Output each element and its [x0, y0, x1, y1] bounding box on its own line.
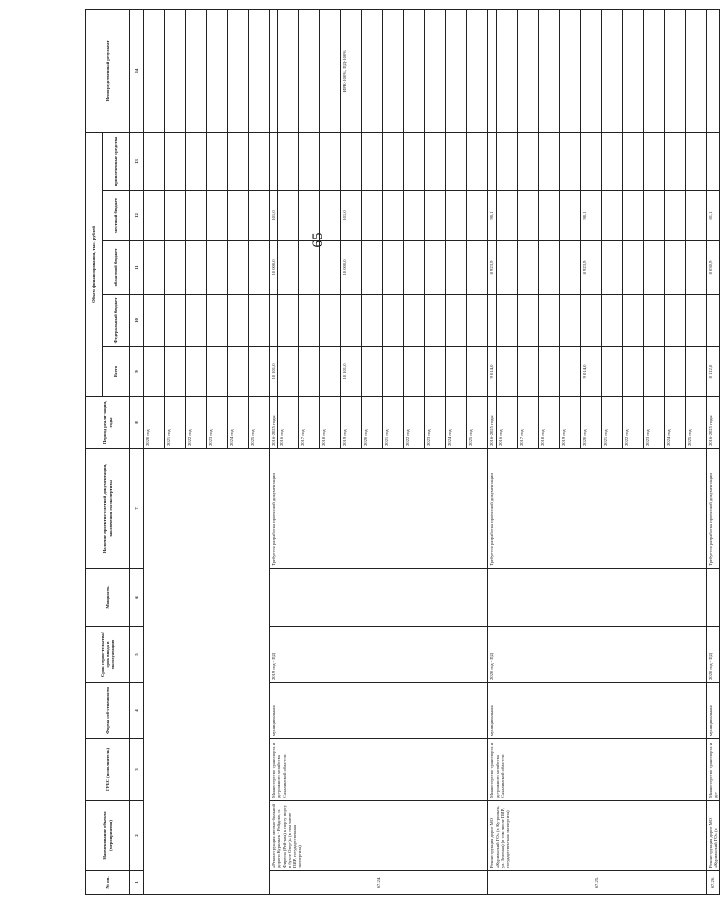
year-federal	[664, 295, 685, 347]
empty-cell	[207, 295, 228, 347]
year-extra	[580, 133, 601, 191]
column-number: 11	[130, 241, 144, 295]
summary-period: 2016-2025 годы	[706, 397, 720, 449]
year-total	[496, 347, 517, 397]
year-cell: 2023 год	[643, 397, 664, 449]
year-local	[320, 191, 341, 241]
column-number: 12	[130, 191, 144, 241]
object-psd: Требуется разработка проектной документации	[706, 449, 720, 569]
year-total	[685, 347, 706, 397]
year-local	[299, 191, 320, 241]
empty-cell	[249, 10, 270, 133]
header-psd: Наличие проектно-сметной документации, заключения госэкспертизы	[86, 449, 130, 569]
column-number: 4	[130, 683, 144, 739]
empty-cell	[144, 347, 165, 397]
table-body	[130, 10, 720, 895]
summary-extra	[706, 133, 720, 191]
year-result	[685, 10, 706, 133]
year-local	[538, 191, 559, 241]
year-local	[425, 191, 446, 241]
empty-cell	[144, 133, 165, 191]
year-result	[601, 10, 622, 133]
year-cell: 2016 год	[496, 397, 517, 449]
year-local	[664, 191, 685, 241]
empty-cell	[186, 10, 207, 133]
column-number: 2	[130, 801, 144, 871]
year-total	[278, 347, 299, 397]
year-total: 9 014,0	[580, 347, 601, 397]
year-regional	[538, 241, 559, 295]
object-number: 67.25.	[488, 871, 706, 895]
header-funding-group: Объем финансирования, тыс. рублей	[86, 133, 103, 397]
object-grbs: Министерство транспорта и до-рожного хозяйства Сахалинской обла-сти	[488, 739, 706, 801]
year-regional	[643, 241, 664, 295]
year-cell: 2017 год	[517, 397, 538, 449]
header-regional: областной бюджет	[103, 241, 130, 295]
empty-cell	[186, 133, 207, 191]
year-local	[362, 191, 383, 241]
column-number: 14	[130, 10, 144, 133]
year-local	[685, 191, 706, 241]
year-total	[643, 347, 664, 397]
table-row	[488, 10, 496, 895]
header-no: № пп.	[86, 871, 130, 895]
year-result	[425, 10, 446, 133]
summary-regional: 8 923,9	[488, 241, 496, 295]
year-regional	[517, 241, 538, 295]
header-extra: привлеченные средства	[103, 133, 130, 191]
year-local	[278, 191, 299, 241]
year-local	[559, 191, 580, 241]
column-number: 3	[130, 739, 144, 801]
empty-cell	[228, 191, 249, 241]
year-cell: 2025 год	[685, 397, 706, 449]
empty-cell	[186, 241, 207, 295]
summary-federal	[706, 295, 720, 347]
year-federal	[538, 295, 559, 347]
year-federal	[601, 295, 622, 347]
year-extra	[517, 133, 538, 191]
year-extra	[538, 133, 559, 191]
object-name: Реконструкция дорог МО «Курильский ГО» (г.	[706, 801, 720, 871]
year-local	[601, 191, 622, 241]
empty-cell	[165, 347, 186, 397]
year-result: ИРК-100%, ПД-100%	[341, 10, 362, 133]
object-psd: Требуется разработка проектной документации	[488, 449, 706, 569]
header-period: Период реали-зации, годы	[86, 397, 130, 449]
column-number-row	[130, 10, 144, 895]
summary-extra	[488, 133, 496, 191]
year-regional	[622, 241, 643, 295]
year-cell: 2021 год	[165, 397, 186, 449]
column-number: 5	[130, 627, 144, 683]
year-cell: 2022 год	[622, 397, 643, 449]
empty-cell	[144, 191, 165, 241]
year-local	[404, 191, 425, 241]
year-local	[467, 191, 488, 241]
year-result	[580, 10, 601, 133]
year-regional	[685, 241, 706, 295]
empty-cell	[186, 347, 207, 397]
year-extra	[643, 133, 664, 191]
year-cell: 2022 год	[404, 397, 425, 449]
summary-extra	[270, 133, 278, 191]
year-result	[496, 10, 517, 133]
column-number: 10	[130, 295, 144, 347]
year-cell: 2023 год	[425, 397, 446, 449]
year-local: 90,1	[580, 191, 601, 241]
year-total: 10 101,0	[341, 347, 362, 397]
empty-cell	[144, 10, 165, 133]
empty-cell	[165, 295, 186, 347]
header-total: Всего	[103, 347, 130, 397]
summary-federal	[270, 295, 278, 347]
empty-cell	[207, 133, 228, 191]
column-number: 6	[130, 569, 144, 627]
header-grbs: ГРБС (исполнитель)	[86, 739, 130, 801]
year-extra	[404, 133, 425, 191]
empty-cell	[165, 10, 186, 133]
year-cell: 2025 год	[249, 397, 270, 449]
year-total	[383, 347, 404, 397]
year-total	[362, 347, 383, 397]
year-regional	[601, 241, 622, 295]
object-term: 2020 год - ПД	[488, 627, 706, 683]
column-number: 13	[130, 133, 144, 191]
year-federal	[643, 295, 664, 347]
year-regional	[446, 241, 467, 295]
year-total	[622, 347, 643, 397]
year-cell: 2022 год	[186, 397, 207, 449]
empty-cell	[165, 133, 186, 191]
year-extra	[383, 133, 404, 191]
year-regional	[664, 241, 685, 295]
year-cell: 2021 год	[383, 397, 404, 449]
year-total	[446, 347, 467, 397]
summary-total: 9 014,0	[488, 347, 496, 397]
column-number: 9	[130, 347, 144, 397]
year-total	[320, 347, 341, 397]
year-regional	[404, 241, 425, 295]
year-result	[362, 10, 383, 133]
year-total	[517, 347, 538, 397]
empty-cell	[249, 241, 270, 295]
year-total	[538, 347, 559, 397]
year-extra	[622, 133, 643, 191]
year-extra	[299, 133, 320, 191]
year-cell: 2017 год	[299, 397, 320, 449]
empty-cell	[249, 133, 270, 191]
year-extra	[425, 133, 446, 191]
empty-cell	[186, 295, 207, 347]
year-result	[643, 10, 664, 133]
year-regional	[559, 241, 580, 295]
summary-result	[270, 10, 278, 133]
year-federal	[446, 295, 467, 347]
summary-result	[488, 10, 496, 133]
year-federal	[496, 295, 517, 347]
object-ownership: муниципальная	[270, 683, 488, 739]
summary-period: 2016-2025 годы	[270, 397, 278, 449]
year-total	[601, 347, 622, 397]
year-cell: 2024 год	[664, 397, 685, 449]
header-result: Непосредственный результат	[86, 10, 130, 133]
empty-cell	[165, 191, 186, 241]
year-cell: 2020 год	[144, 397, 165, 449]
empty-cell	[228, 295, 249, 347]
year-local	[383, 191, 404, 241]
year-cell: 2016 год	[278, 397, 299, 449]
year-extra	[559, 133, 580, 191]
empty-cell	[228, 241, 249, 295]
year-result	[404, 10, 425, 133]
empty-cell	[207, 241, 228, 295]
year-federal	[425, 295, 446, 347]
empty-cell	[249, 347, 270, 397]
year-extra	[446, 133, 467, 191]
year-federal	[622, 295, 643, 347]
year-result	[664, 10, 685, 133]
year-regional	[278, 241, 299, 295]
year-extra	[685, 133, 706, 191]
header-ownership: Форма соб-ственности	[86, 683, 130, 739]
table-row	[144, 10, 165, 895]
year-extra	[362, 133, 383, 191]
rotated-page	[85, 10, 718, 895]
header-local: местный бюджет	[103, 191, 130, 241]
year-regional	[299, 241, 320, 295]
continuation-block	[144, 449, 270, 895]
year-result	[299, 10, 320, 133]
year-cell: 2018 год	[538, 397, 559, 449]
summary-regional: 8 030,9	[706, 241, 720, 295]
year-federal	[517, 295, 538, 347]
object-capacity	[706, 569, 720, 627]
object-ownership: муниципальная	[488, 683, 706, 739]
year-federal	[383, 295, 404, 347]
object-grbs: Министерство транспорта и до-рожного хозяйства Сахалинской обла-сти	[270, 739, 488, 801]
empty-cell	[228, 347, 249, 397]
year-extra	[601, 133, 622, 191]
summary-local: 81,1	[706, 191, 720, 241]
year-federal	[278, 295, 299, 347]
year-federal	[467, 295, 488, 347]
year-extra	[467, 133, 488, 191]
empty-cell	[207, 191, 228, 241]
header-federal: Федеральный бюджет	[103, 295, 130, 347]
object-name: «Реконструкция автомо-бильной дороги Курильск - Рейдово, п. Фирюза (Рей-ква) к порту порту в бухте Озер-)» (в том числе ПИР, государственная экспертиза)	[270, 801, 488, 871]
year-extra	[278, 133, 299, 191]
year-federal	[299, 295, 320, 347]
year-total	[404, 347, 425, 397]
year-regional: 8 923,9	[580, 241, 601, 295]
empty-cell	[186, 191, 207, 241]
year-cell: 2025 год	[467, 397, 488, 449]
empty-cell	[207, 10, 228, 133]
year-cell: 2019 год	[559, 397, 580, 449]
year-extra	[341, 133, 362, 191]
year-total	[425, 347, 446, 397]
year-cell: 2018 год	[320, 397, 341, 449]
column-number: 8	[130, 397, 144, 449]
year-federal	[341, 295, 362, 347]
year-federal	[404, 295, 425, 347]
year-total	[467, 347, 488, 397]
year-total	[299, 347, 320, 397]
year-cell: 2024 год	[446, 397, 467, 449]
empty-cell	[249, 191, 270, 241]
year-federal	[320, 295, 341, 347]
summary-period: 2016-2025 годы	[488, 397, 496, 449]
year-result	[383, 10, 404, 133]
table-row	[270, 10, 278, 895]
year-result	[538, 10, 559, 133]
year-federal	[580, 295, 601, 347]
year-regional	[467, 241, 488, 295]
object-number: 67.26.	[706, 871, 720, 895]
object-term: 2019 год - ПД	[270, 627, 488, 683]
year-extra	[496, 133, 517, 191]
year-result	[559, 10, 580, 133]
summary-result	[706, 10, 720, 133]
object-capacity	[488, 569, 706, 627]
column-number: 7	[130, 449, 144, 569]
year-cell: 2020 год	[362, 397, 383, 449]
year-regional	[320, 241, 341, 295]
year-cell: 2020 год	[580, 397, 601, 449]
year-result	[278, 10, 299, 133]
year-cell: 2019 год	[341, 397, 362, 449]
year-result	[467, 10, 488, 133]
summary-regional: 10 000,0	[270, 241, 278, 295]
year-regional	[383, 241, 404, 295]
year-local	[496, 191, 517, 241]
year-cell: 2021 год	[601, 397, 622, 449]
empty-cell	[144, 295, 165, 347]
year-regional: 10 000,0	[341, 241, 362, 295]
year-federal	[362, 295, 383, 347]
summary-local: 101,0	[270, 191, 278, 241]
header-name: Наименование объекта (мероприятия)	[86, 801, 130, 871]
year-cell: 2024 год	[228, 397, 249, 449]
year-result	[446, 10, 467, 133]
year-result	[320, 10, 341, 133]
summary-local: 90,1	[488, 191, 496, 241]
object-psd: Требуется разработка проектной документации	[270, 449, 488, 569]
object-grbs: Министерство транспорта и до-	[706, 739, 720, 801]
year-total	[664, 347, 685, 397]
year-result	[622, 10, 643, 133]
empty-cell	[228, 133, 249, 191]
year-extra	[664, 133, 685, 191]
year-total	[559, 347, 580, 397]
year-local	[517, 191, 538, 241]
summary-federal	[488, 295, 496, 347]
page-number: 65	[310, 232, 326, 248]
year-extra	[320, 133, 341, 191]
object-name: Реконструкция дорог МО «Курильский ГО» (г. Ку-рильск, ул. Зеленая) (в том числе ПИР, государствен-ная экспертиза)	[488, 801, 706, 871]
year-result	[517, 10, 538, 133]
year-federal	[685, 295, 706, 347]
header-term: Срок строи-тельства/ срок ввода в эксплуатацию	[86, 627, 130, 683]
year-local	[643, 191, 664, 241]
object-term: 2020 год - ПД	[706, 627, 720, 683]
header-capacity: Мощность	[86, 569, 130, 627]
empty-cell	[165, 241, 186, 295]
object-ownership: муниципальная	[706, 683, 720, 739]
year-federal	[559, 295, 580, 347]
year-local	[622, 191, 643, 241]
summary-total: 10 101,0	[270, 347, 278, 397]
year-local	[446, 191, 467, 241]
empty-cell	[207, 347, 228, 397]
column-number: 1	[130, 871, 144, 895]
table-row	[706, 10, 720, 895]
object-capacity	[270, 569, 488, 627]
investment-table	[85, 9, 720, 895]
empty-cell	[144, 241, 165, 295]
object-number: 67.24.	[270, 871, 488, 895]
year-local: 101,0	[341, 191, 362, 241]
year-regional	[496, 241, 517, 295]
summary-total: 8 112,0	[706, 347, 720, 397]
year-cell: 2023 год	[207, 397, 228, 449]
year-regional	[425, 241, 446, 295]
year-regional	[362, 241, 383, 295]
empty-cell	[249, 295, 270, 347]
empty-cell	[228, 10, 249, 133]
